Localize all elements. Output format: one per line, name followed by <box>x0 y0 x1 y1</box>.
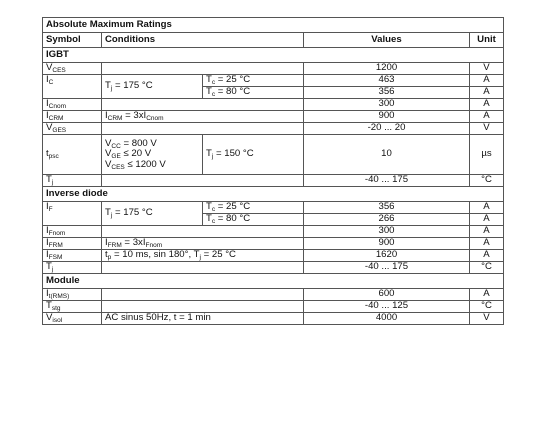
symbol-sub: C <box>48 79 54 86</box>
value-cell: 4000 <box>304 313 470 325</box>
conditions-cell <box>102 250 304 262</box>
symbol-text: V <box>46 122 53 134</box>
cond-sub: Fnom <box>145 242 163 250</box>
subcondition-cell <box>203 202 304 214</box>
symbol-sub: CES <box>52 67 66 75</box>
unit-cell: V <box>470 63 504 75</box>
cond-text: T <box>206 74 212 86</box>
subcondition-cell <box>203 135 304 175</box>
unit-cell: V <box>470 313 504 325</box>
symbol-cell <box>43 111 102 123</box>
symbol-text: I <box>46 98 49 110</box>
symbol-sub: isol <box>52 317 63 325</box>
cond-sub: c <box>211 79 216 87</box>
symbol-text: I <box>46 74 49 85</box>
table-row <box>43 313 504 325</box>
section-row <box>43 274 504 289</box>
table-row <box>43 111 504 123</box>
cond-sub: FRM <box>107 242 122 250</box>
cond-text: I <box>105 237 108 249</box>
symbol-cell <box>43 202 102 226</box>
cond-text: T <box>105 207 111 219</box>
section-row <box>43 48 504 63</box>
cond-text: T <box>206 86 212 98</box>
conditions-cell: AC sinus 50Hz, t = 1 min <box>102 313 304 325</box>
symbol-text: I <box>46 225 49 237</box>
table-row <box>43 202 504 214</box>
unit-cell: µs <box>470 135 504 175</box>
cond-sub: j <box>110 212 113 220</box>
conditions-cell <box>102 123 304 135</box>
unit-cell: A <box>470 289 504 301</box>
cond-text: V <box>105 158 112 170</box>
conditions-cell <box>102 175 304 187</box>
value-cell: 356 <box>304 202 470 214</box>
value-cell: -40 ... 175 <box>304 175 470 187</box>
unit-cell: °C <box>470 262 504 274</box>
table-title: Absolute Maximum Ratings <box>43 18 504 33</box>
cond-sub: c <box>211 206 216 214</box>
conditions-cell <box>102 238 304 250</box>
unit-cell: °C <box>470 175 504 187</box>
header-symbol: Symbol <box>43 33 102 48</box>
conditions-cell <box>102 111 304 123</box>
symbol-text: V <box>46 62 53 74</box>
value-cell: 900 <box>304 111 470 123</box>
unit-cell: A <box>470 250 504 262</box>
value-cell: 300 <box>304 99 470 111</box>
cond-sub: GE <box>111 153 121 161</box>
cond-text: t <box>105 249 108 261</box>
value-cell: 463 <box>304 75 470 87</box>
value-cell: 900 <box>304 238 470 250</box>
symbol-sub: j <box>51 266 54 274</box>
symbol-cell <box>43 75 102 99</box>
unit-cell: A <box>470 99 504 111</box>
cond-rest: = 25 °C <box>200 249 236 261</box>
cond-mid: = 3xI <box>122 110 147 122</box>
symbol-text: I <box>46 249 49 261</box>
conditions-cell <box>102 289 304 301</box>
cond-rest: ≤ 1200 V <box>124 158 166 170</box>
cond-sub: Cnom <box>146 115 164 123</box>
unit-cell: °C <box>470 301 504 313</box>
symbol-text: T <box>46 174 52 186</box>
cond-text: V <box>105 148 112 160</box>
cond-rest: = 80 °C <box>215 213 251 225</box>
value-cell: 10 <box>304 135 470 175</box>
cond-rest: = 25 °C <box>215 74 251 86</box>
cond-text: I <box>105 110 108 122</box>
symbol-sub: j <box>51 179 54 187</box>
value-cell: 600 <box>304 289 470 301</box>
table-row <box>43 75 504 87</box>
value-cell: 1200 <box>304 63 470 75</box>
conditions-cell <box>102 262 304 274</box>
value-cell: 1620 <box>304 250 470 262</box>
ratings-sheet <box>42 17 503 325</box>
unit-cell: A <box>470 226 504 238</box>
unit-cell: A <box>470 87 504 99</box>
cond-text: T <box>206 148 212 160</box>
unit-cell: A <box>470 238 504 250</box>
cond-sub: j <box>199 254 201 262</box>
cond-sub: CC <box>111 142 121 150</box>
value-cell: -20 ... 20 <box>304 123 470 135</box>
symbol-cell <box>43 238 102 250</box>
cond-sub: p <box>107 254 112 262</box>
conditions-cell <box>102 226 304 238</box>
cond-rest: = 25 °C <box>215 201 251 213</box>
unit-cell: A <box>470 111 504 123</box>
symbol-sub: Fnom <box>48 230 66 238</box>
header-row <box>43 33 504 48</box>
table-row <box>43 63 504 75</box>
table-row <box>43 250 504 262</box>
cond-rest: = 175 °C <box>112 80 153 92</box>
value-cell: 356 <box>304 87 470 99</box>
symbol-cell <box>43 99 102 111</box>
subcondition-cell <box>203 75 304 87</box>
value-cell: 300 <box>304 226 470 238</box>
table-row <box>43 123 504 135</box>
value-cell: -40 ... 175 <box>304 262 470 274</box>
unit-cell: A <box>470 214 504 226</box>
unit-cell: A <box>470 75 504 87</box>
absolute-maximum-ratings-table <box>42 17 504 325</box>
title-row <box>43 18 504 33</box>
symbol-sub: GES <box>52 127 67 135</box>
section-module: Module <box>43 274 504 289</box>
symbol-cell <box>43 301 102 313</box>
subcondition-cell <box>203 87 304 99</box>
symbol-sub: psc <box>48 153 59 161</box>
cond-mid: = 10 ms, sin 180°, T <box>111 249 200 261</box>
cond-text: T <box>105 80 111 92</box>
conditions-cell <box>102 99 304 111</box>
conditions-cell <box>102 63 304 75</box>
symbol-sub: t(RMS) <box>48 293 70 301</box>
section-igbt: IGBT <box>43 48 504 63</box>
cond-rest: = 150 °C <box>213 148 254 160</box>
symbol-sub: Cnom <box>48 103 67 111</box>
cond-line <box>105 139 199 150</box>
symbol-sub: F <box>48 206 53 213</box>
symbol-text: I <box>46 237 49 249</box>
cond-text: T <box>206 213 212 225</box>
symbol-sub: FSM <box>48 254 63 262</box>
cond-text: V <box>105 137 112 149</box>
cond-sub: j <box>110 85 113 93</box>
symbol-sub: FRM <box>48 242 63 250</box>
cond-sub: CES <box>111 163 125 171</box>
table-row <box>43 135 504 175</box>
cond-sub: c <box>211 218 216 226</box>
table-row <box>43 262 504 274</box>
cond-rest: = 800 V <box>120 137 157 149</box>
header-conditions: Conditions <box>102 33 304 48</box>
cond-line <box>105 160 199 171</box>
symbol-cell <box>43 289 102 301</box>
value-cell: -40 ... 125 <box>304 301 470 313</box>
conditions-cell <box>102 202 203 226</box>
cond-sub: CRM <box>107 115 123 123</box>
cond-sub: c <box>211 91 216 99</box>
symbol-cell <box>43 135 102 175</box>
table-row <box>43 175 504 187</box>
cond-rest: ≤ 20 V <box>120 148 152 160</box>
conditions-cell <box>102 75 203 99</box>
symbol-text: I <box>46 288 49 300</box>
header-values: Values <box>304 33 470 48</box>
cond-mid: = 3xI <box>121 237 146 249</box>
symbol-text: I <box>46 110 49 122</box>
symbol-text: V <box>46 312 53 324</box>
subcondition-cell <box>203 214 304 226</box>
symbol-text: T <box>46 261 52 273</box>
section-row <box>43 187 504 202</box>
cond-text: T <box>206 201 212 213</box>
cond-sub: j <box>211 153 214 161</box>
table-row <box>43 238 504 250</box>
symbol-text: T <box>46 300 52 312</box>
symbol-text: I <box>46 201 49 212</box>
value-cell: 266 <box>304 214 470 226</box>
symbol-cell <box>43 262 102 274</box>
symbol-cell <box>43 123 102 135</box>
header-unit: Unit <box>470 33 504 48</box>
symbol-cell <box>43 175 102 187</box>
table-row <box>43 301 504 313</box>
symbol-text: t <box>46 148 49 160</box>
symbol-cell <box>43 63 102 75</box>
unit-cell: A <box>470 202 504 214</box>
conditions-cell <box>102 301 304 313</box>
table-row <box>43 289 504 301</box>
symbol-cell <box>43 313 102 325</box>
cond-rest: = 80 °C <box>215 86 251 98</box>
table-row <box>43 226 504 238</box>
symbol-sub: CRM <box>48 115 64 123</box>
symbol-sub: stg <box>51 305 61 313</box>
symbol-cell <box>43 226 102 238</box>
unit-cell: V <box>470 123 504 135</box>
conditions-cell <box>102 135 203 175</box>
cond-rest: = 175 °C <box>112 207 153 219</box>
symbol-cell <box>43 250 102 262</box>
table-row <box>43 99 504 111</box>
section-inverse-diode: Inverse diode <box>43 187 504 202</box>
